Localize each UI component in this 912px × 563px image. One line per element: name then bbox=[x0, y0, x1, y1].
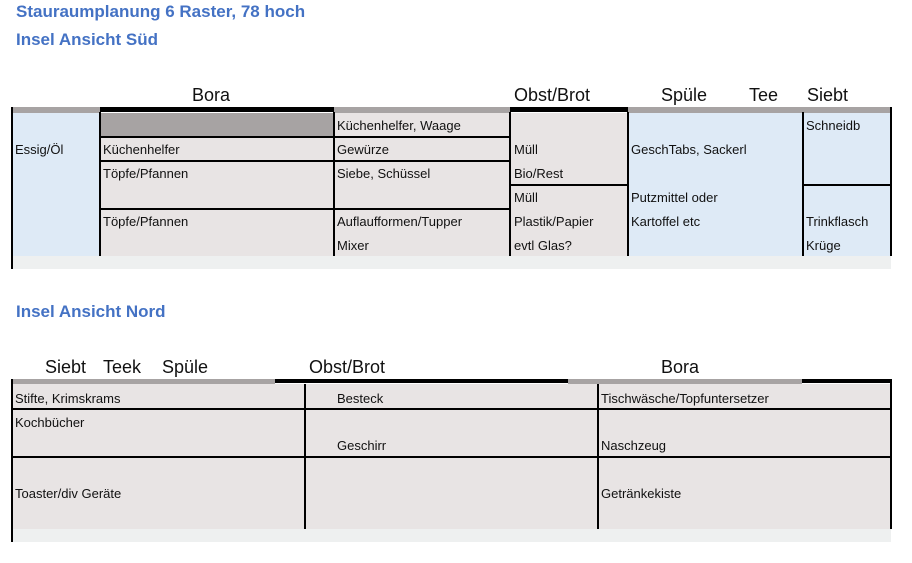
label-kruege: Krüge bbox=[806, 238, 841, 253]
label-schneidb: Schneidb bbox=[806, 118, 861, 133]
label-toaster: Toaster/div Geräte bbox=[15, 486, 122, 501]
cell-column-3 bbox=[334, 113, 510, 256]
label-kuechenhelfer-waage: Küchenhelfer, Waage bbox=[337, 118, 461, 133]
plinth bbox=[12, 256, 891, 269]
label-tischwaesche: Tischwäsche/Topfuntersetzer bbox=[601, 391, 769, 406]
label-toepfe-pfannen: Töpfe/Pfannen bbox=[103, 166, 189, 181]
divider bbox=[12, 456, 891, 458]
divider bbox=[100, 160, 510, 162]
label-muell: Müll bbox=[514, 142, 538, 157]
sued-col-siebt: Siebt bbox=[807, 85, 849, 105]
divider bbox=[890, 379, 892, 529]
divider bbox=[333, 112, 335, 256]
divider bbox=[803, 184, 891, 186]
label-kartoffel: Kartoffel etc bbox=[631, 214, 701, 229]
label-muell: Müll bbox=[514, 190, 538, 205]
label-kochbuecher: Kochbücher bbox=[15, 415, 85, 430]
sued-col-spuele: Spüle bbox=[661, 85, 708, 105]
divider bbox=[100, 208, 510, 210]
nord-col-siebt: Siebt bbox=[45, 357, 87, 377]
cell-essig-oel bbox=[12, 113, 100, 256]
label-besteck: Besteck bbox=[337, 391, 384, 406]
label-naschzeug: Naschzeug bbox=[601, 438, 667, 453]
label-auflaufformen: Auflaufformen/Tupper bbox=[337, 214, 463, 229]
cell-dark-top bbox=[100, 113, 334, 136]
sued-col-tee: Tee bbox=[749, 85, 779, 105]
countertop-segment bbox=[802, 379, 891, 383]
label-getraenkekiste: Getränkekiste bbox=[601, 486, 682, 501]
label-stifte: Stifte, Krimskrams bbox=[15, 391, 121, 406]
label-toepfe-pfannen: Töpfe/Pfannen bbox=[103, 214, 189, 229]
label-gewuerze: Gewürze bbox=[337, 142, 390, 157]
countertop-segment bbox=[510, 107, 628, 112]
nord-col-teek: Teek bbox=[103, 357, 142, 377]
label-bio-rest: Bio/Rest bbox=[514, 166, 564, 181]
label-kuechenhelfer: Küchenhelfer bbox=[103, 142, 180, 157]
nord-col-bora: Bora bbox=[661, 357, 700, 377]
plinth bbox=[12, 529, 891, 542]
divider bbox=[890, 107, 892, 256]
divider bbox=[99, 112, 101, 256]
label-geschirr: Geschirr bbox=[337, 438, 387, 453]
divider bbox=[100, 136, 334, 138]
label-evtl-glas: evtl Glas? bbox=[514, 238, 572, 253]
label-siebe-schuessel: Siebe, Schüssel bbox=[337, 166, 431, 181]
label-putzmittel: Putzmittel oder bbox=[631, 190, 718, 205]
page-title: Stauraumplanung 6 Raster, 78 hoch bbox=[16, 2, 306, 21]
divider bbox=[12, 408, 891, 410]
sued-col-obst-brot: Obst/Brot bbox=[514, 85, 591, 105]
nord-col-spuele: Spüle bbox=[162, 357, 209, 377]
section-heading-nord: Insel Ansicht Nord bbox=[16, 302, 166, 321]
countertop-segment bbox=[100, 107, 334, 112]
cell-column-5 bbox=[628, 113, 803, 256]
label-trinkflasch: Trinkflasch bbox=[806, 214, 869, 229]
countertop-segment bbox=[275, 379, 568, 383]
divider bbox=[11, 107, 13, 269]
label-geschtabs: GeschTabs, Sackerl bbox=[631, 142, 747, 157]
nord-col-obst-brot: Obst/Brot bbox=[309, 357, 386, 377]
divider bbox=[334, 136, 510, 138]
label-mixer: Mixer bbox=[337, 238, 369, 253]
label-plastik-papier: Plastik/Papier bbox=[514, 214, 594, 229]
section-heading-sued: Insel Ansicht Süd bbox=[16, 30, 159, 49]
sued-col-bora: Bora bbox=[192, 85, 231, 105]
divider bbox=[510, 184, 628, 186]
label-essig-oel: Essig/Öl bbox=[15, 142, 64, 157]
divider bbox=[11, 379, 13, 542]
